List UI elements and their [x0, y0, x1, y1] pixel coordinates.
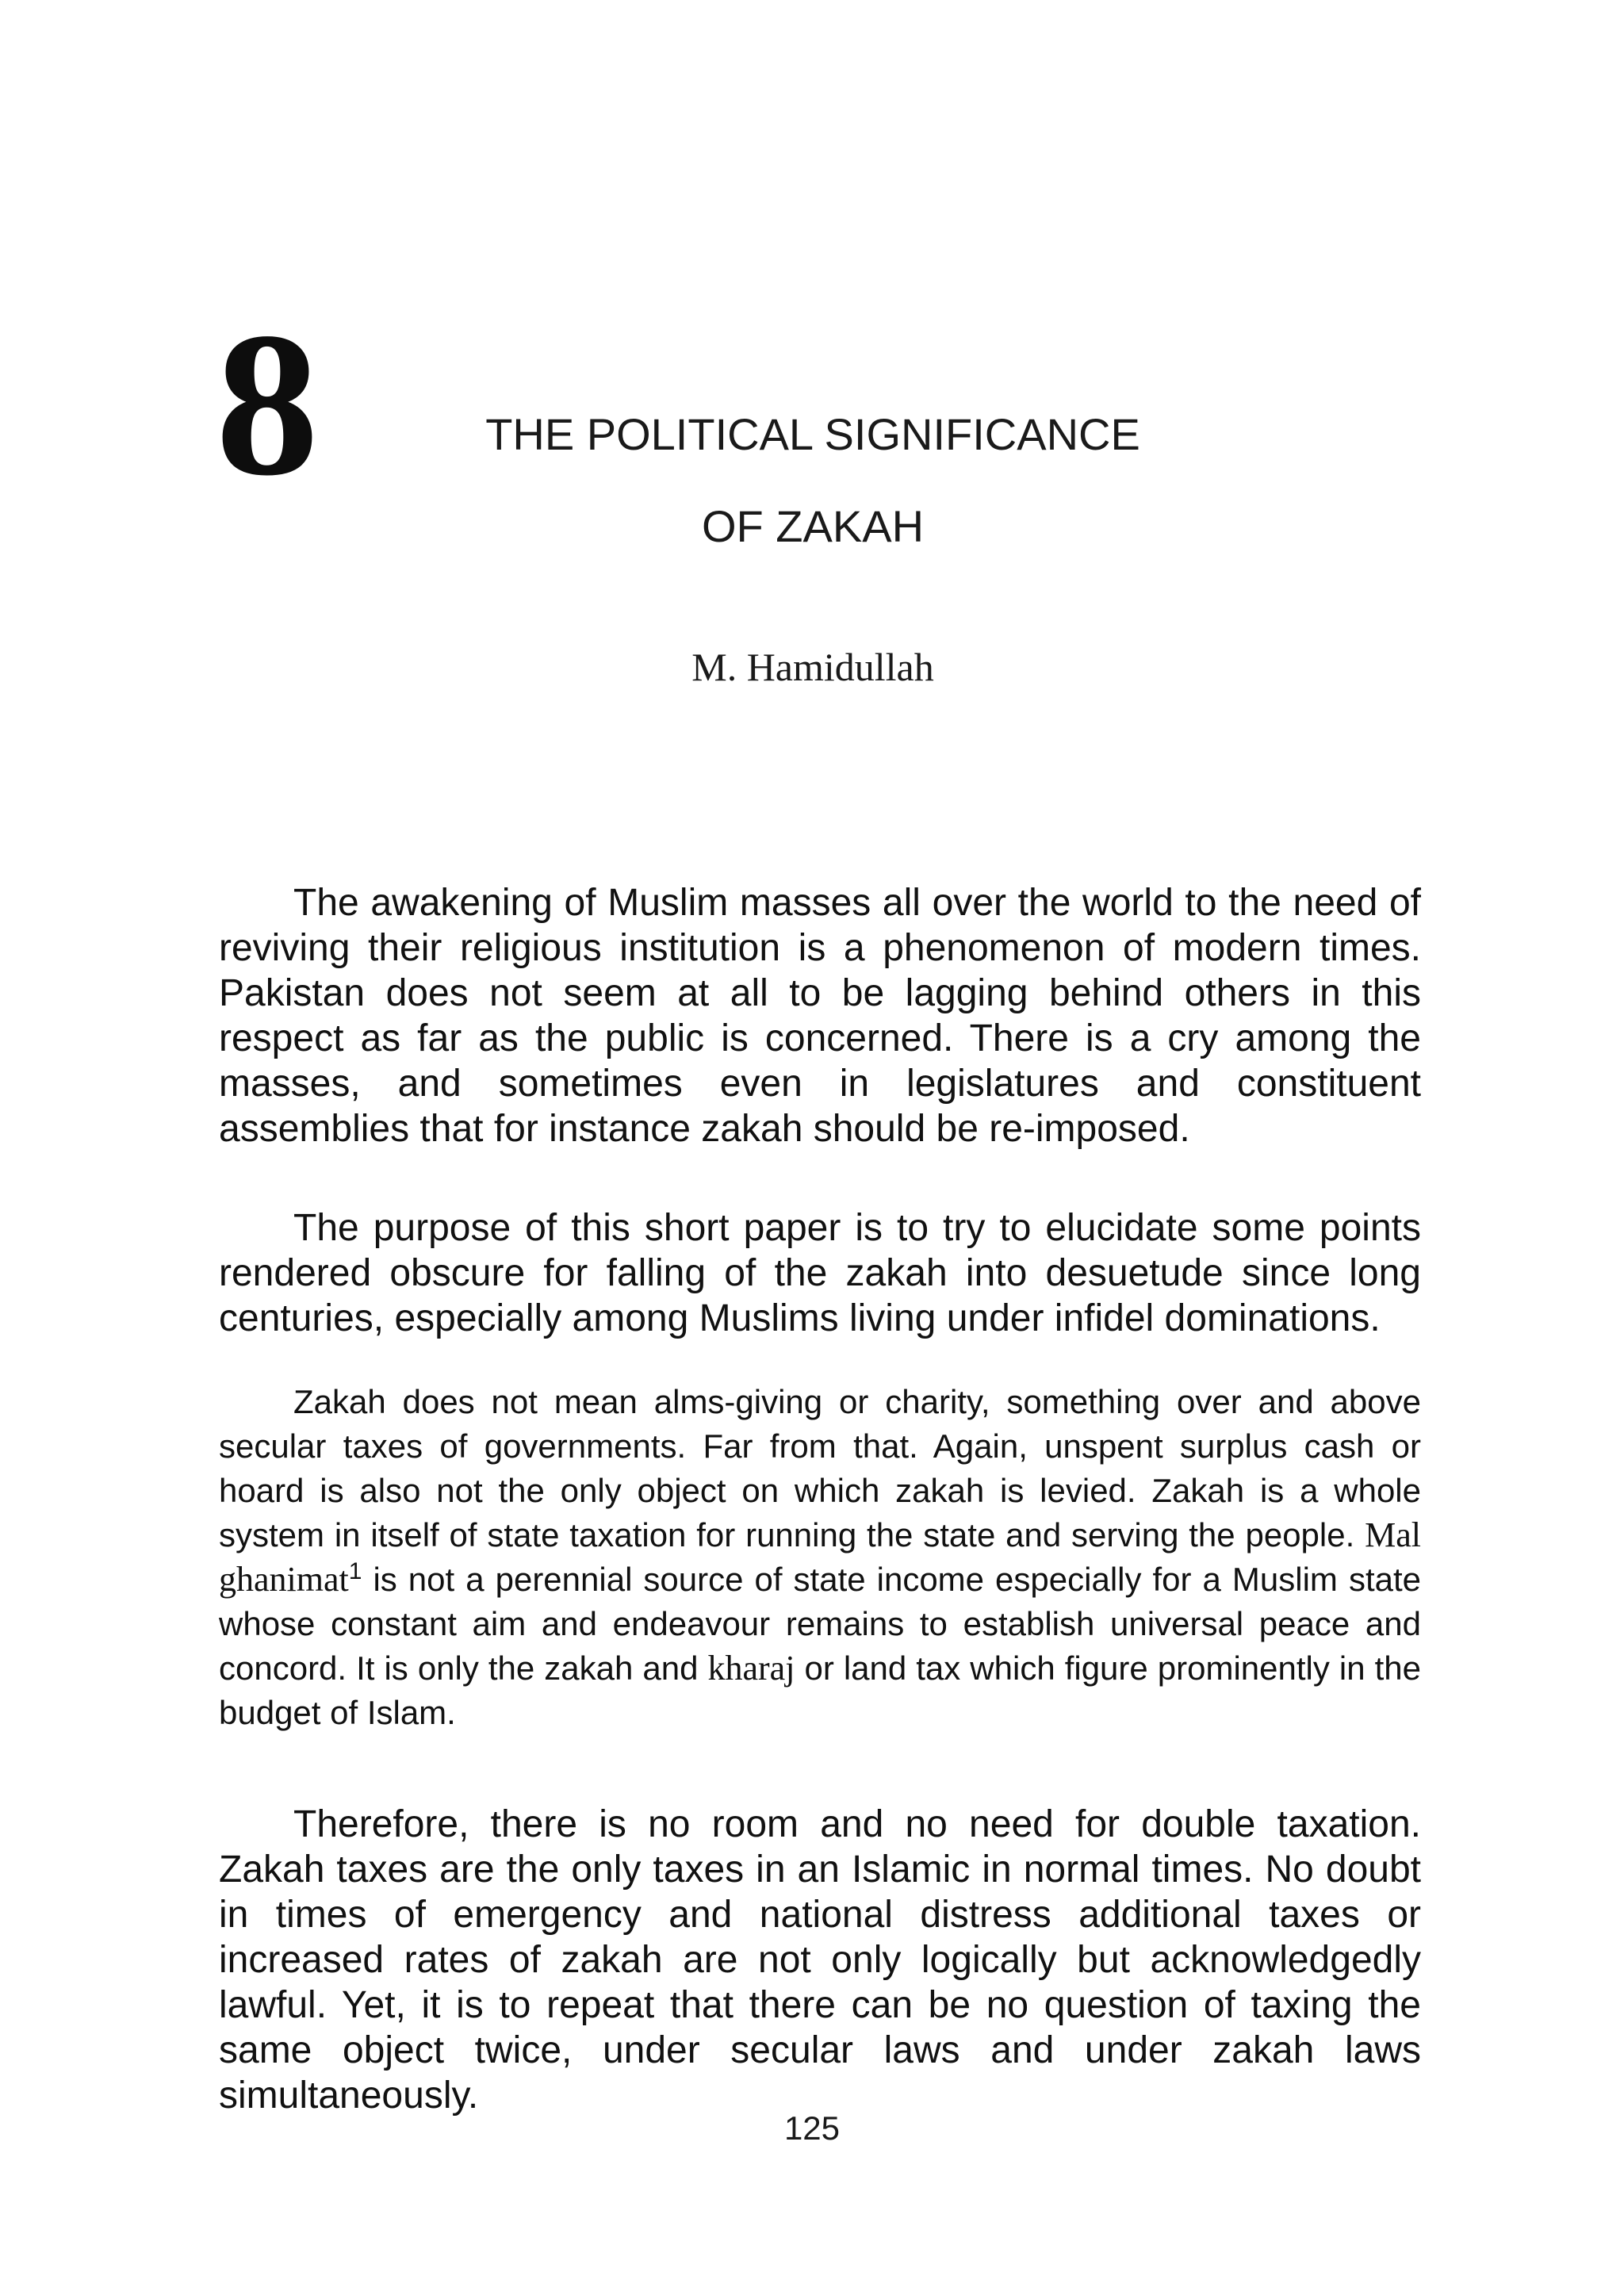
paragraph-3-text-a: Zakah does not mean alms-giving or charity, something over and above secular taxes of governments. Far from that. Again, unspent surplus cash or hoard is also not the only object on which zakah is levied. Zakah is a whole system in itself of state taxation for running the state and serving the people. — [219, 1383, 1421, 1554]
paragraph-3-text-b: is not a perennial source of state income especially for a Muslim state whose constant aim and endeavour remains to establish universal peace and concord. It is only the zakah and — [219, 1561, 1421, 1687]
chapter-title-line-2: OF ZAKAH — [701, 501, 925, 551]
term-mal-ghanimat: Mal ghanimat — [219, 1515, 1421, 1599]
paragraph-3-text-c: or land tax which figure prominently in the budget of Islam. — [219, 1649, 1421, 1731]
paragraph-1: The awakening of Muslim masses all over the world to the need of reviving their religious institution is a phenomenon of modern times. Pakistan does not seem at all to be lagging behind others in this respect as far as the public is concerned. There is a cry among the masses, and sometimes even in legislatures and constituent assemblies that for instance zakah should be re-imposed. — [219, 882, 1421, 1150]
paragraph-4: Therefore, there is no room and no need for double taxation. Zakah taxes are the only taxes in an Islamic in normal times. No doubt in times of emergency and national distress additional taxes or increased rates of zakah are not only logically but acknowledgedly lawful. Yet, it is to repeat that there can be no question of taxing the same object twice, under secular laws and under zakah laws simultaneously. — [219, 1803, 1421, 2117]
term-kharaj: kharaj — [707, 1649, 795, 1688]
author-name: M. Hamidullah — [691, 645, 934, 689]
chapter-number: 8 — [216, 290, 319, 519]
paragraph-2: The purpose of this short paper is to try to elucidate some points rendered obscure for falling of the zakah into desuetude since long centuries, especially among Muslims living under infidel dominations. — [219, 1207, 1421, 1339]
chapter-title — [444, 409, 1182, 551]
footnote-reference: 1 — [348, 1558, 362, 1584]
page-number: 125 — [783, 2109, 841, 2147]
paragraph-3 — [219, 1380, 1421, 1735]
chapter-title-line-1: THE POLITICAL SIGNIFICANCE — [485, 409, 1140, 459]
